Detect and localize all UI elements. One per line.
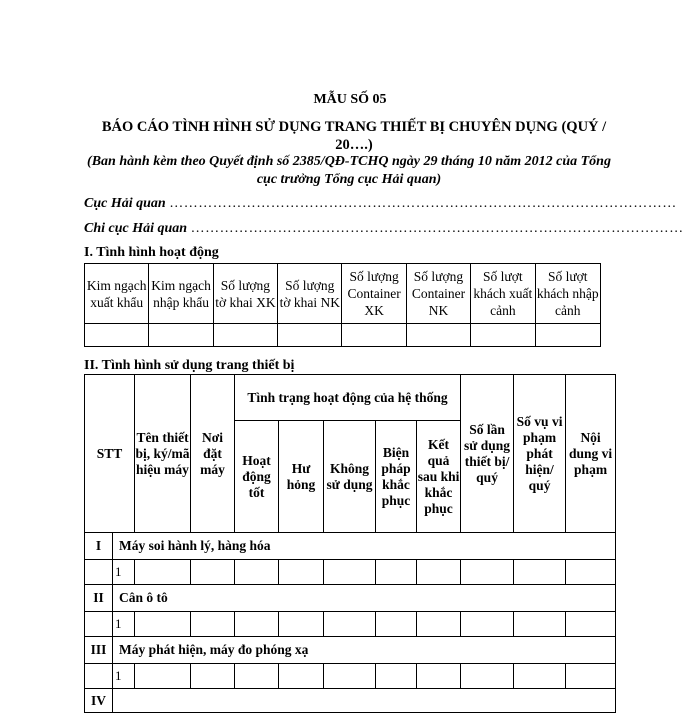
equipment-usage-table	[84, 374, 616, 713]
group-name: Máy phát hiện, máy đo phóng xạ	[113, 637, 616, 664]
issuance-note: (Ban hành kèm theo Quyết định số 2385/QĐ-TCHQ ngày 29 tháng 10 năm 2012 của Tổng cục trưởng Tổng cục Hải quan)	[87, 154, 611, 187]
table-cell	[85, 560, 113, 585]
table-row	[85, 612, 616, 637]
col-usage-count: Số lần sử dụng thiết bị/ quý	[461, 375, 514, 533]
table-cell	[324, 664, 376, 689]
table-cell	[191, 612, 235, 637]
table-cell	[417, 560, 461, 585]
table-cell	[417, 664, 461, 689]
table-cell	[566, 560, 616, 585]
col-remedy-measures: Biện pháp khắc phục	[376, 421, 417, 533]
table-cell	[235, 664, 279, 689]
col-export-turnover: Kim ngạch xuất khẩu	[85, 264, 149, 324]
row-number: 1	[113, 560, 135, 585]
col-broken: Hư hỏng	[279, 421, 324, 533]
table-cell	[406, 324, 470, 347]
table-cell	[471, 324, 535, 347]
table-cell	[235, 612, 279, 637]
customs-department-field	[84, 196, 677, 212]
customs-branch-field	[84, 221, 684, 237]
table-cell	[278, 324, 342, 347]
row-number: 1	[113, 664, 135, 689]
table-cell	[566, 612, 616, 637]
table-cell	[324, 612, 376, 637]
table-cell	[135, 560, 191, 585]
table-cell	[376, 612, 417, 637]
table-cell	[135, 612, 191, 637]
col-violation-content: Nội dung vi phạm	[566, 375, 616, 533]
table-cell	[376, 664, 417, 689]
group-name	[113, 689, 616, 713]
table-cell	[279, 664, 324, 689]
section2-heading: II. Tình hình sử dụng trang thiết bị	[84, 358, 295, 373]
table-cell	[417, 612, 461, 637]
table-cell	[279, 560, 324, 585]
col-operating-well: Hoạt động tốt	[235, 421, 279, 533]
col-import-containers: Số lượng Container NK	[406, 264, 470, 324]
table-cell	[191, 664, 235, 689]
customs-department-label: Cục Hải quan	[84, 196, 166, 211]
form-code: MẪU SỐ 05	[313, 92, 387, 107]
col-import-declarations: Số lượng tờ khai NK	[278, 264, 342, 324]
table-cell	[135, 664, 191, 689]
table-cell	[514, 664, 566, 689]
col-entry-passengers: Số lượt khách nhập cảnh	[535, 264, 600, 324]
group-name: Máy soi hành lý, hàng hóa	[113, 533, 616, 560]
table-cell	[324, 560, 376, 585]
group-row	[85, 585, 616, 612]
table-cell	[535, 324, 600, 347]
table-row	[85, 664, 616, 689]
operations-table	[84, 263, 601, 347]
table-cell	[514, 612, 566, 637]
table-cell	[191, 560, 235, 585]
table-cell	[566, 664, 616, 689]
operations-data-row	[85, 324, 601, 347]
group-roman-numeral: II	[85, 585, 113, 612]
table-cell	[461, 664, 514, 689]
report-title: BÁO CÁO TÌNH HÌNH SỬ DỤNG TRANG THIẾT BỊ CHUYÊN DỤNG (QUÝ / 20….)	[101, 119, 607, 153]
equipment-header-row-1	[85, 375, 616, 421]
table-cell	[85, 324, 149, 347]
group-row	[85, 689, 616, 713]
table-cell	[279, 612, 324, 637]
col-exit-passengers: Số lượt khách xuất cảnh	[471, 264, 535, 324]
table-cell	[149, 324, 213, 347]
group-roman-numeral: I	[85, 533, 113, 560]
group-roman-numeral: IV	[85, 689, 113, 713]
table-cell	[514, 560, 566, 585]
section1-heading: I. Tình hình hoạt động	[84, 245, 219, 260]
row-number: 1	[113, 612, 135, 637]
group-row	[85, 637, 616, 664]
col-system-status-group: Tình trạng hoạt động của hệ thống	[235, 375, 461, 421]
col-equipment-name: Tên thiết bị, ký/mã hiệu máy	[135, 375, 191, 533]
table-cell	[376, 560, 417, 585]
col-result-after-remedy: Kết quả sau khi khắc phục	[417, 421, 461, 533]
table-cell	[213, 324, 277, 347]
col-import-turnover: Kim ngạch nhập khẩu	[149, 264, 213, 324]
customs-branch-blank: …………………………………………………………………………………………	[190, 221, 684, 236]
table-row	[85, 560, 616, 585]
col-export-declarations: Số lượng tờ khai XK	[213, 264, 277, 324]
table-cell	[342, 324, 406, 347]
operations-header-row	[85, 264, 601, 324]
group-row	[85, 533, 616, 560]
col-violations-detected: Số vụ vi phạm phát hiện/ quý	[514, 375, 566, 533]
group-roman-numeral: III	[85, 637, 113, 664]
table-cell	[461, 560, 514, 585]
table-cell	[85, 612, 113, 637]
table-cell	[85, 664, 113, 689]
col-location: Nơi đặt máy	[191, 375, 235, 533]
col-not-used: Không sử dụng	[324, 421, 376, 533]
col-export-containers: Số lượng Container XK	[342, 264, 406, 324]
table-cell	[461, 612, 514, 637]
table-cell	[235, 560, 279, 585]
group-name: Cân ô tô	[113, 585, 616, 612]
col-stt: STT	[85, 375, 135, 533]
customs-department-blank: ……………………………………………………………………………………………	[169, 196, 677, 211]
customs-branch-label: Chi cục Hải quan	[84, 221, 188, 236]
